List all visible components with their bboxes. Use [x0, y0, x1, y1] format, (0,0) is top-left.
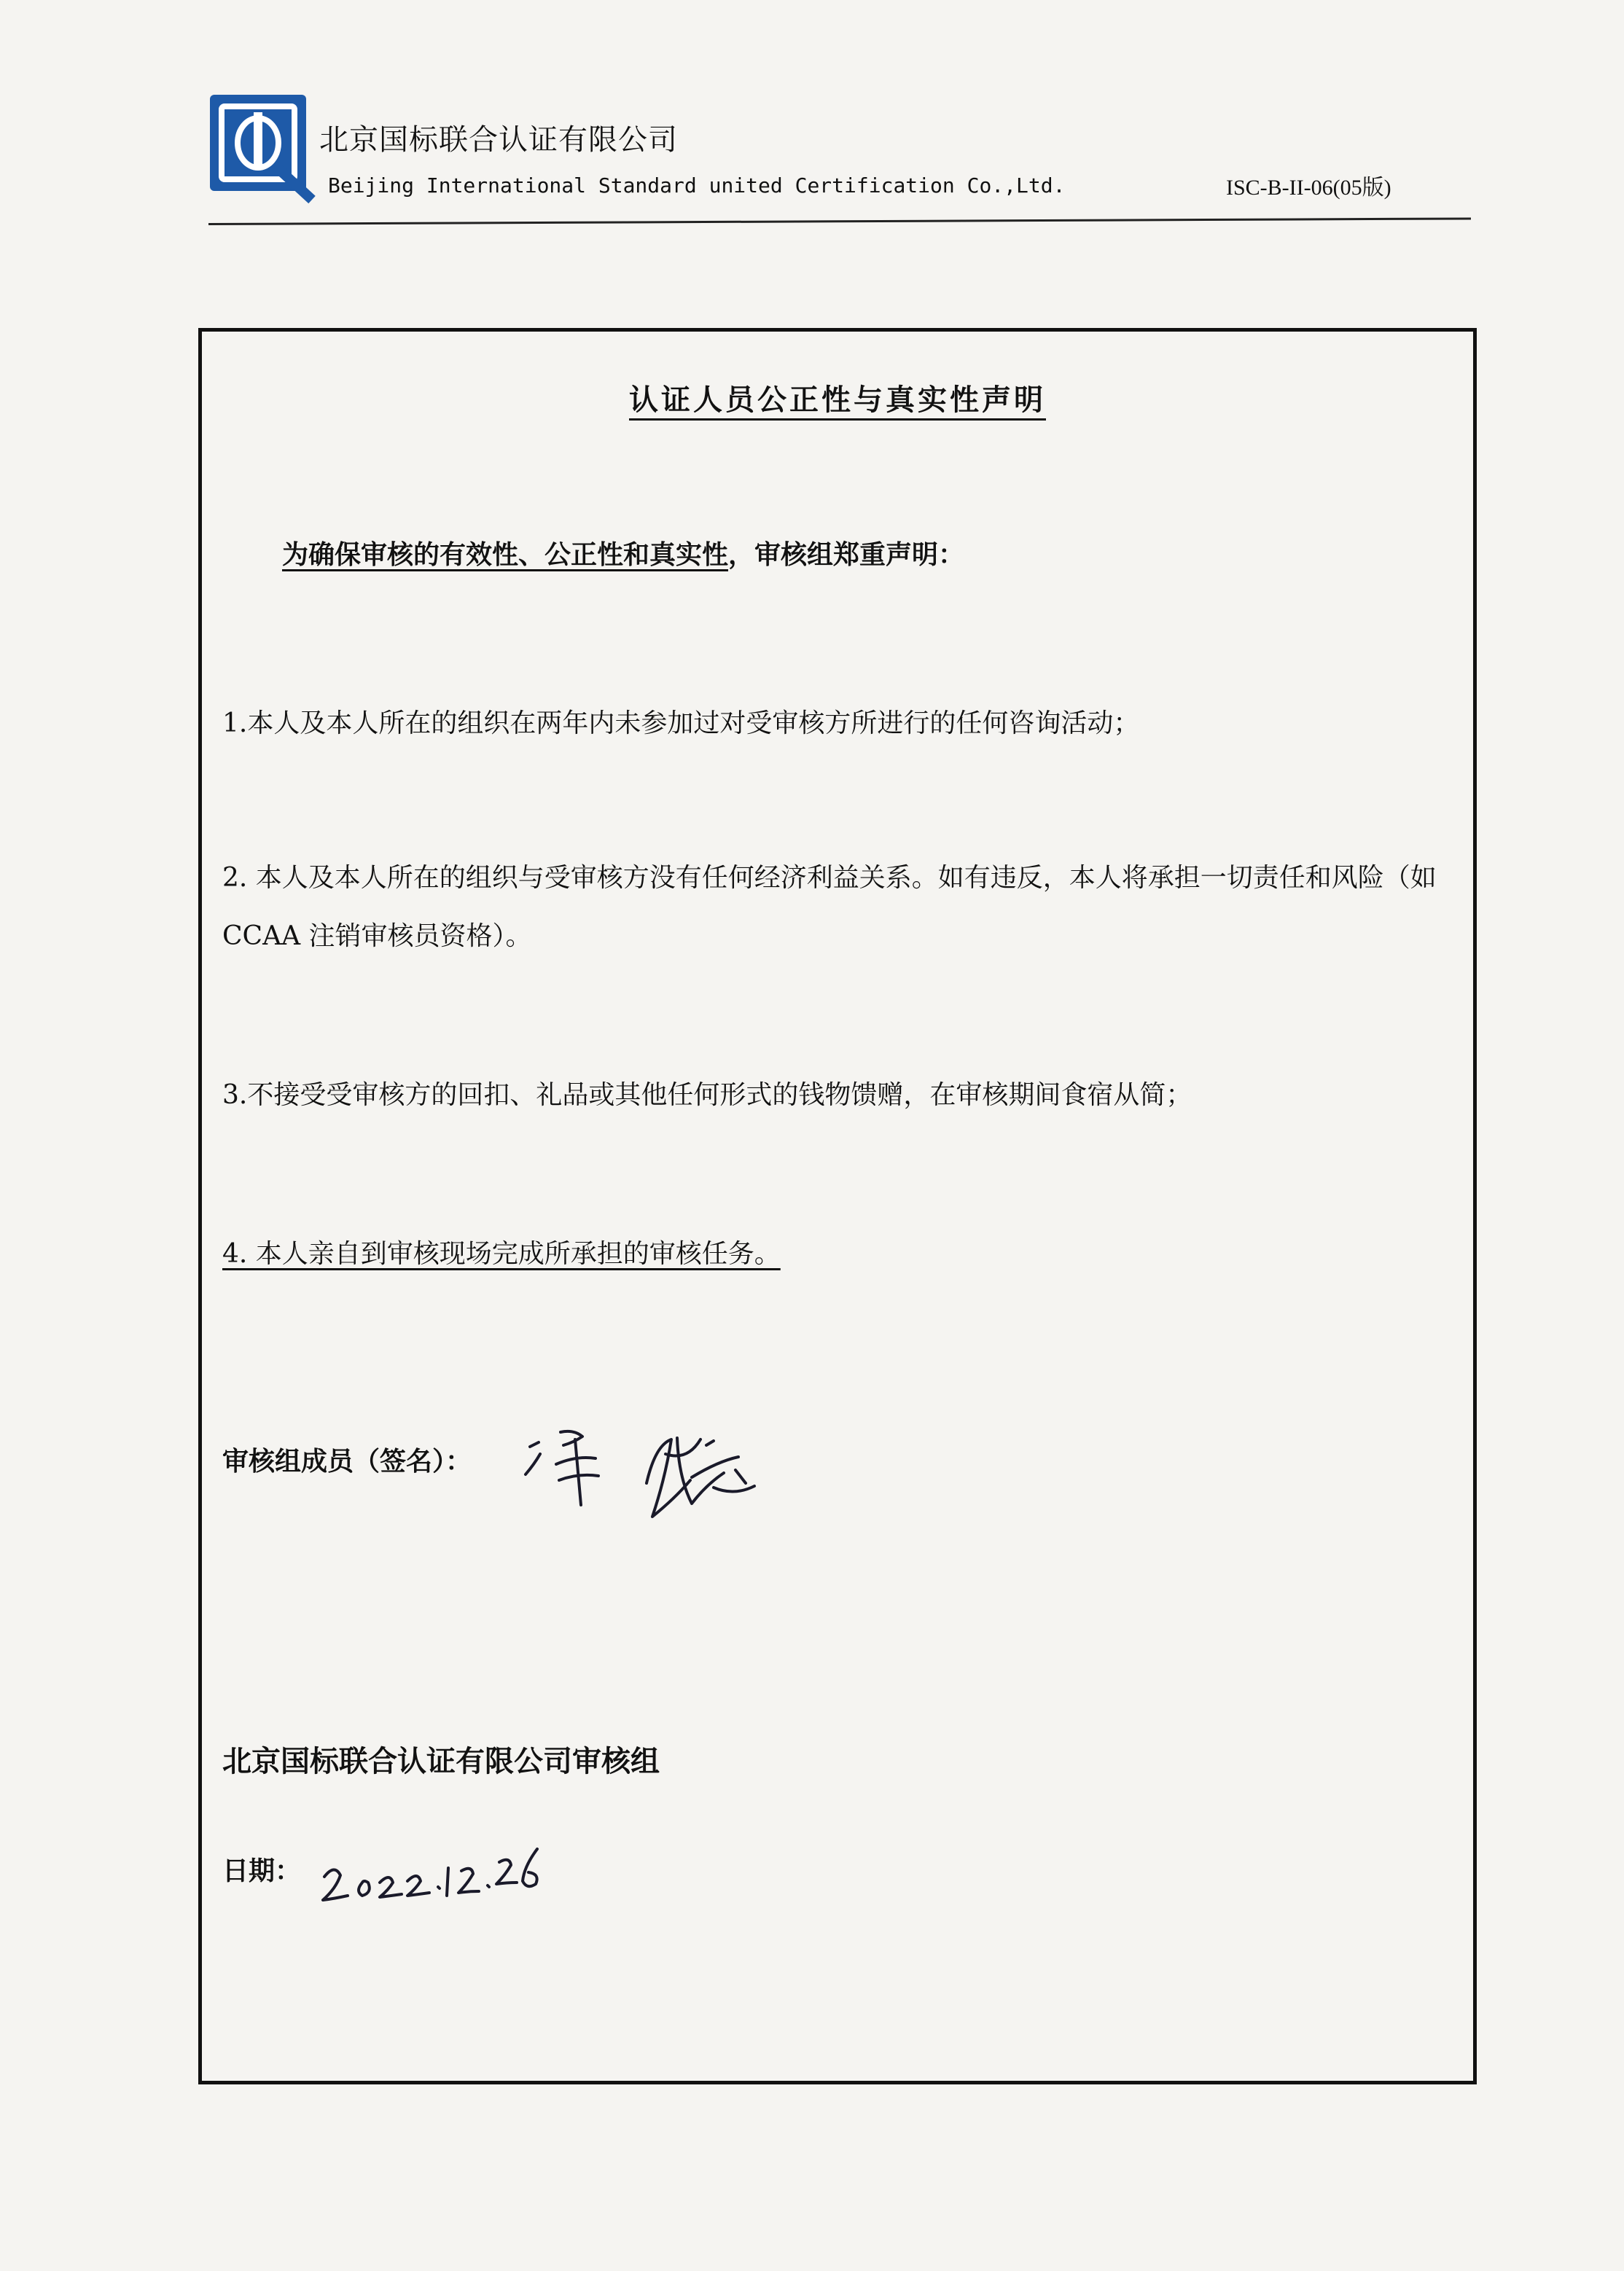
title-text: 认证人员公正性与真实性声明 [629, 383, 1046, 421]
intro-underlined-text: 为确保审核的有效性、公正性和真实性 [282, 539, 729, 570]
declaration-item-3: 3.不接受受审核方的回扣、礼品或其他任何形式的钱物馈赠，在审核期间食宿从简； [222, 1080, 1192, 1110]
document-header [0, 0, 1624, 248]
declaration-item-4 [222, 1225, 781, 1283]
intro-paragraph [282, 525, 964, 584]
document-code: ISC-B-II-06(05版) [1226, 176, 1391, 200]
organization-name: 北京国标联合认证有限公司审核组 [222, 1744, 660, 1778]
document-title [202, 377, 1473, 418]
item-4-text: 4. 本人亲自到审核现场完成所承担的审核任务。 [222, 1239, 781, 1269]
declaration-item-1: 1.本人及本人所在的组织在两年内未参加过对受审核方所进行的任何咨询活动； [222, 708, 1140, 738]
declaration-item-2: 2. 本人及本人所在的组织与受审核方没有任何经济利益关系。如有违反，本人将承担一切责任和风险（如 CCAA 注销审核员资格）。 [222, 863, 1437, 951]
header-divider [208, 217, 1471, 225]
declaration-frame [198, 328, 1477, 2084]
date-label: 日期： [222, 1856, 302, 1886]
handwritten-signatures [523, 1410, 931, 1549]
company-logo-icon [206, 90, 322, 207]
handwritten-date [319, 1842, 581, 1915]
company-name-cn: 北京国标联合认证有限公司 [319, 123, 678, 157]
company-name-en: Beijing International Standard united Certification Co.,Ltd. [328, 173, 1066, 198]
signature-label: 审核组成员（签名）： [222, 1446, 472, 1477]
intro-rest-text: ，审核组郑重声明： [728, 539, 965, 570]
